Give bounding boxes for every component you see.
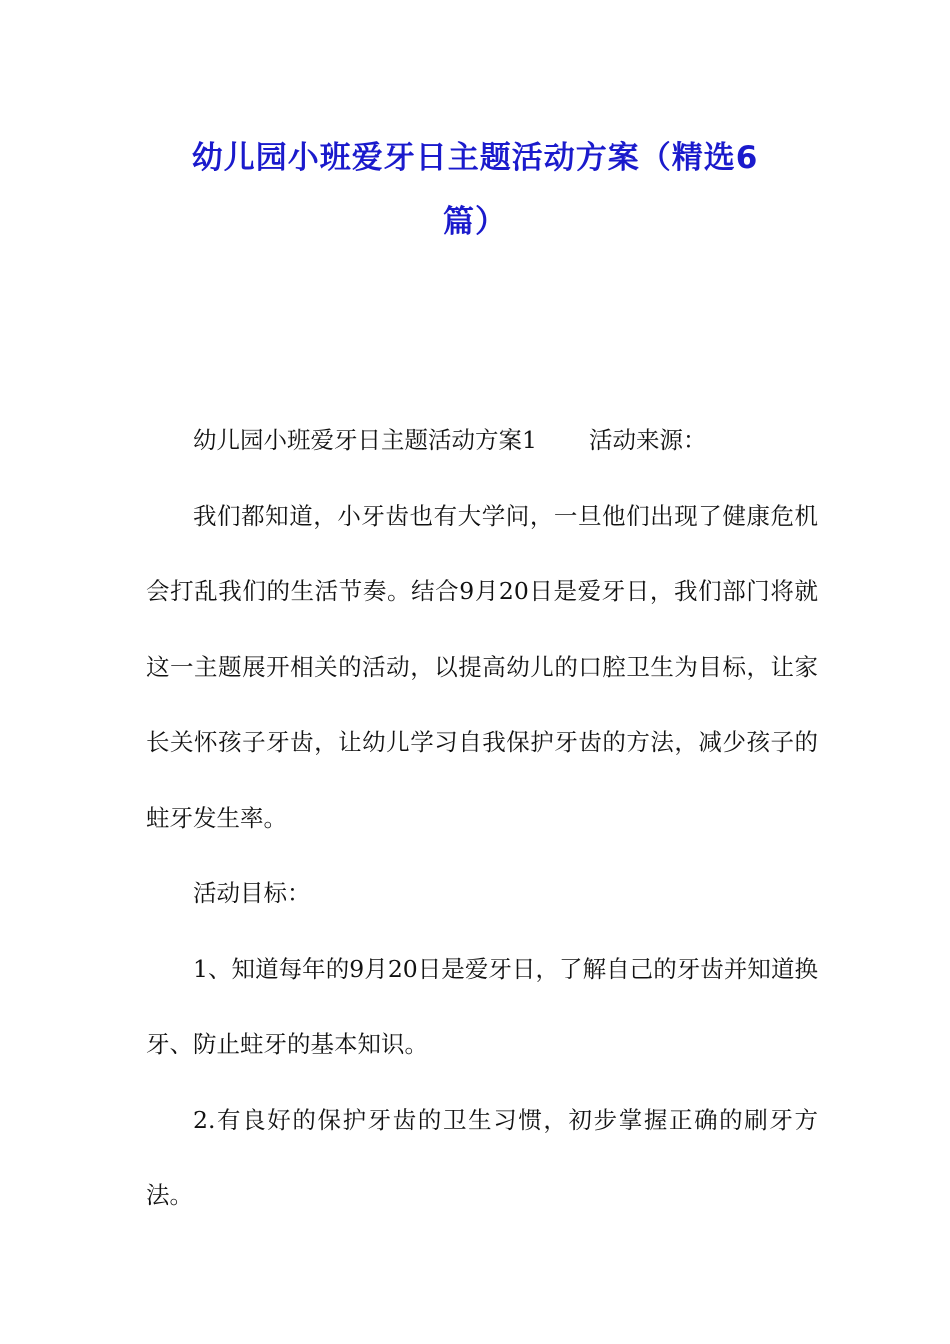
paragraph-text: 活动来源： xyxy=(588,426,707,454)
paragraph-3: 活动目标： xyxy=(193,879,311,907)
section-heading: 幼儿园小班爱牙日主题活动方案1 xyxy=(193,426,537,454)
paragraph-1 xyxy=(146,403,818,479)
paragraph-4: 1、知道每年的9月20日是爱牙日，了解自己的牙齿并知道换牙、防止蛀牙的基本知识。 xyxy=(146,954,818,1058)
paragraph-2: 我们都知道，小牙齿也有大学问，一旦他们出现了健康危机会打乱我们的生活节奏。结合9月20日是爱牙日，我们部门将就这一主题展开相关的活动，以提高幼儿的口腔卫生为目标，让家长关怀孩子牙齿，让幼儿学习自我保护牙齿的方法，减少孩子的蛀牙发生率。 xyxy=(146,501,818,832)
title-line-2: 篇） xyxy=(443,204,507,240)
document-body xyxy=(146,403,818,1234)
title-line-1: 幼儿园小班爱牙日主题活动方案（精选6 xyxy=(191,140,759,176)
paragraph-5: 2.有良好的保护牙齿的卫生习惯，初步掌握正确的刷牙方法。 xyxy=(146,1105,818,1209)
document-title xyxy=(130,126,820,254)
